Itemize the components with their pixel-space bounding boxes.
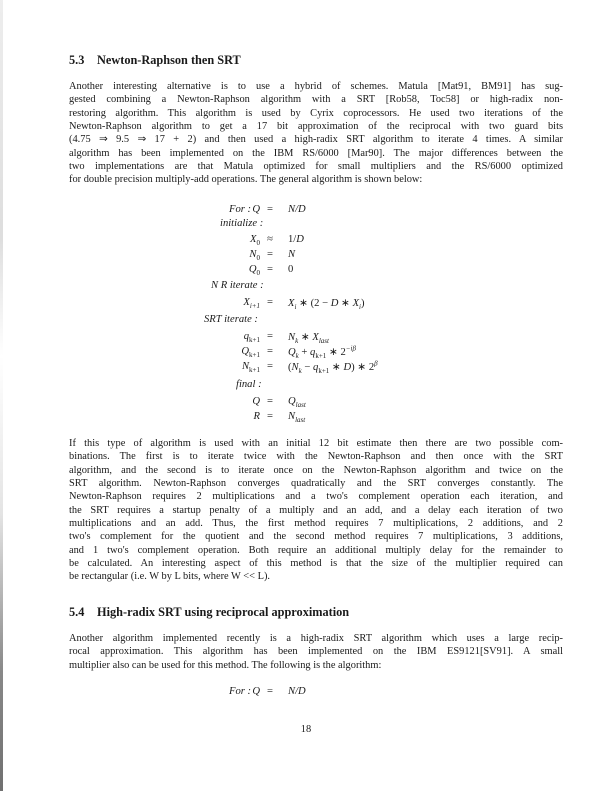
eq-rhs: $Q_k + q_{k+1}$ ∗ $2^{-i\beta}$ [288, 344, 356, 361]
text-line: algorithm has been implemented on the IBM RS/6000 [Mar90]. The major differences between the [69, 147, 563, 159]
eq-relation: = [267, 396, 273, 407]
scan-edge [0, 0, 3, 791]
algorithm-block-5-4 [69, 0, 563, 791]
page-number: 18 [300, 724, 312, 735]
eq-rhs: N/D [288, 686, 306, 697]
text-line: binations. The first is to iterate twice with the Newton-Raphson and then once with the SRT [69, 451, 563, 463]
text-line: multiplications and an add. Thus, the first method requires 7 multiplications, 2 additions, and 2 [69, 518, 563, 530]
text-line: algorithm, and the second is to iterate once on the Newton-Raphson algorithm and twice on the [69, 464, 563, 476]
label-final: final : [236, 379, 262, 390]
eq-relation: = [267, 331, 273, 342]
eq-rhs: N/D [288, 204, 306, 215]
eq-rhs: N [288, 249, 296, 260]
eq-relation: = [267, 361, 273, 372]
text-line: (4.75 ⇒ 9.5 ⇒ 17 + 2) and then used a high-radix SRT algorithm to iterate 4 times. A similar [69, 134, 563, 146]
text-line: Newton-Raphson algorithm to get a 17 bit approximation of the reciprocal with two guard bits [69, 121, 563, 133]
eq-rhs: $N_{last}$ [288, 411, 306, 425]
section-number: 5.3 [69, 53, 85, 67]
text-line: two's complement for the quotient and the second method requires 7 multiplications, 3 additions, [69, 531, 563, 543]
eq-lhs: Q [252, 204, 260, 215]
eq-lhs: Q [252, 396, 260, 407]
text-line: be rectangular (i.e. W by L bits, where W << L). [69, 571, 270, 583]
text-line: SRT algorithm. Newton-Raphson converges quadratically and the SRT converges constantly. The [69, 478, 563, 490]
text-line: and 1 two's complement operation. Both require an additional multiply delay for the remainder to [69, 544, 563, 556]
text-line: for double precision multiply-add operations. The general algorithm is shown below: [69, 174, 423, 186]
label-srt-iterate: SRT iterate : [204, 314, 258, 325]
eq-lhs: $Q_{k+1}$ [241, 346, 260, 360]
label-for: For : [229, 686, 252, 697]
eq-lhs: $q_{k+1}$ [243, 331, 260, 345]
eq-lhs: $Q_0$ [248, 264, 260, 278]
eq-lhs: Q [252, 686, 260, 697]
eq-relation: = [267, 249, 273, 260]
eq-lhs: R [253, 411, 260, 422]
eq-rhs: $N_k$ ∗ $X_{last}$ [288, 332, 329, 346]
text-line: restoring algorithm. This algorithm is used by Cyrix coprocessors. He used two iterations of the [69, 107, 563, 119]
eq-relation: ≈ [267, 234, 273, 245]
eq-relation: = [267, 204, 273, 215]
label-for: For : [229, 204, 252, 215]
equation-for [69, 686, 563, 699]
eq-lhs: $X_0$ [250, 234, 260, 248]
eq-relation: = [267, 264, 273, 275]
eq-rhs: 0 [288, 264, 294, 275]
eq-rhs: 1/D [288, 234, 304, 245]
text-line: rocal approximation. This algorithm has been implemented on the IBM ES9121[SV91]. A small [69, 646, 563, 658]
eq-rhs: $Q_{last}$ [288, 396, 306, 410]
text-line: be calculated. An interesting aspect of this method is that the size of the multiplier required can [69, 558, 563, 570]
label-nr-iterate: N R iterate : [211, 280, 264, 291]
section-title: Newton-Raphson then SRT [97, 53, 241, 67]
section-number: 5.4 [69, 605, 85, 619]
eq-lhs: $N_{k+1}$ [241, 361, 260, 375]
eq-relation: = [267, 411, 273, 422]
eq-lhs: $N_0$ [249, 249, 260, 263]
text-line: Newton-Raphson requires 2 multiplications and a two's complement operation each iteration, and [69, 491, 563, 503]
text-line: Another algorithm implemented recently is a high-radix SRT algorithm which uses a large recip- [69, 633, 563, 644]
text-line: Another interesting alternative is to use a hybrid of schemes. Matula [Mat91, BM91] has sug- [69, 81, 563, 92]
label-initialize: initialize : [220, 218, 264, 229]
eq-relation: = [267, 346, 273, 357]
section-title: High-radix SRT using reciprocal approximation [97, 605, 350, 619]
text-line: If this type of algorithm is used with an initial 12 bit estimate then there are two possible com- [69, 438, 563, 449]
eq-rhs: $X_i$ ∗ (2 − D ∗ $X_i$) [288, 298, 365, 312]
text-line: gested combining a Newton-Raphson algorithm with a SRT [Rob58, Toc58] or high-radix non- [69, 94, 563, 106]
eq-rhs: ($N_k - q_{k+1}$ ∗ D) ∗ $2^\beta$ [288, 359, 378, 376]
text-line: multiplier also can be used for this method. The following is the algorithm: [69, 659, 382, 671]
text-line: the SRT requires a startup penalty of a multiply and an add, and a delay each iteration of two [69, 504, 563, 516]
eq-lhs: $X_{i+1}$ [243, 297, 260, 311]
text-line: two implementations are that Matula optimized for small multipliers and the RS/6000 optimized [69, 161, 563, 173]
eq-relation: = [267, 297, 273, 308]
eq-relation: = [267, 686, 273, 697]
